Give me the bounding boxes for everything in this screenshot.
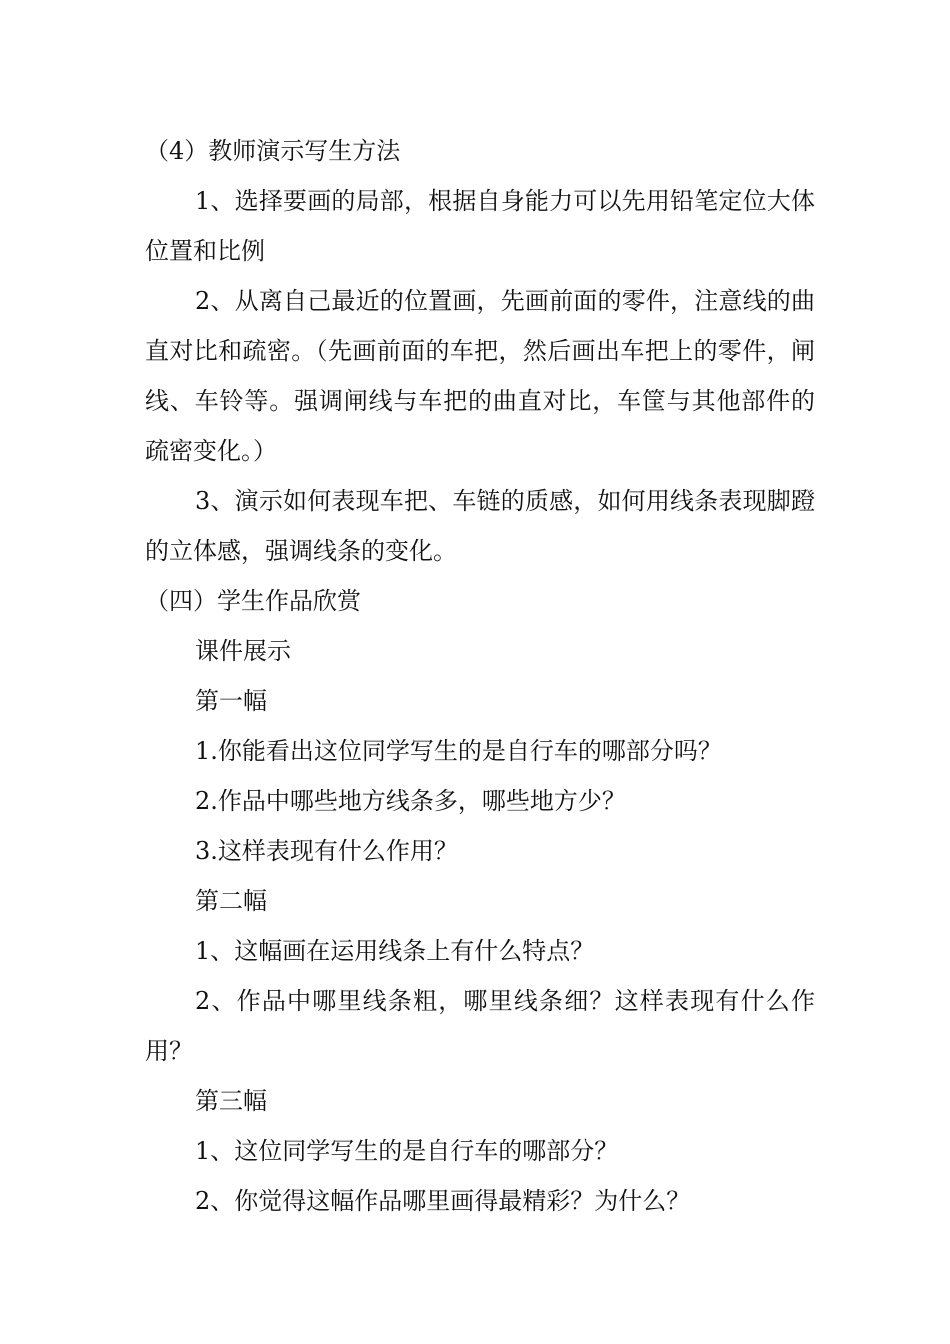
- first-work-question-3: 3.这样表现有什么作用？: [195, 837, 458, 865]
- heading-demonstration: （4）教师演示写生方法: [145, 137, 401, 165]
- step-1-paragraph: 1、选择要画的局部，根据自身能力可以先用铅笔定位大体位置和比例: [145, 187, 815, 265]
- first-work-title: 第一幅: [195, 687, 267, 715]
- third-work-title: 第三幅: [195, 1087, 267, 1115]
- third-work-question-1: 1、这位同学写生的是自行车的哪部分？: [195, 1137, 619, 1165]
- first-work-question-1: 1.你能看出这位同学写生的是自行车的哪部分吗？: [195, 737, 722, 765]
- second-work-question-1: 1、这幅画在运用线条上有什么特点？: [195, 937, 595, 965]
- document-body: [145, 126, 815, 1226]
- second-work-title: 第二幅: [195, 887, 267, 915]
- courseware-label: 课件展示: [195, 637, 291, 665]
- step-3-paragraph: 3、演示如何表现车把、车链的质感，如何用线条表现脚蹬的立体感，强调线条的变化。: [145, 487, 815, 565]
- step-2-paragraph: 2、从离自己最近的位置画，先画前面的零件，注意线的曲直对比和疏密。（先画前面的车把，然后画出车把上的零件，闸线、车铃等。强调闸线与车把的曲直对比，车筐与其他部件的疏密变化。）: [145, 287, 815, 465]
- third-work-question-2: 2、你觉得这幅作品哪里画得最精彩？为什么？: [195, 1187, 691, 1215]
- heading-student-works: （四）学生作品欣赏: [145, 587, 361, 615]
- second-work-question-2: 2、作品中哪里线条粗，哪里线条细？这样表现有什么作用？: [145, 987, 815, 1065]
- first-work-question-2: 2.作品中哪些地方线条多，哪些地方少？: [195, 787, 626, 815]
